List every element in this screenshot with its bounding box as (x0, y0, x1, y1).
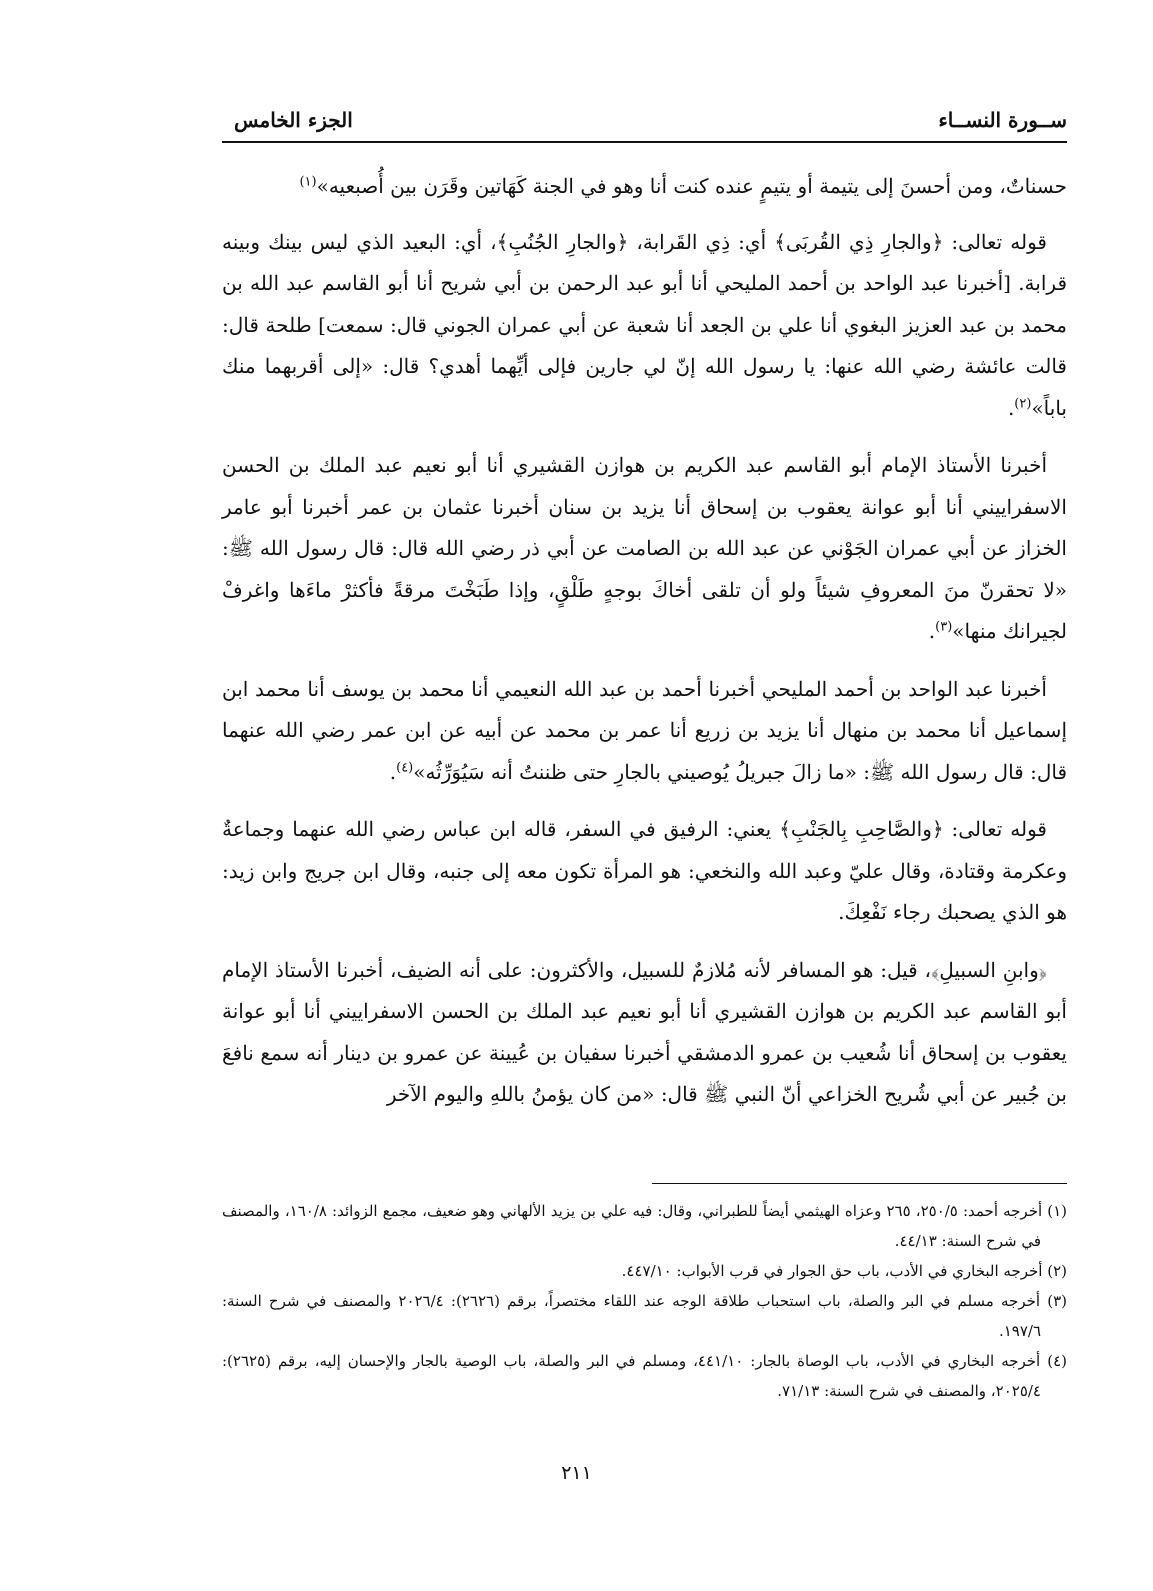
page-number: ٢١١ (561, 1462, 592, 1484)
footnote-marker-2: (٢) (1014, 395, 1032, 411)
footnote-rule (652, 1183, 1067, 1184)
footnote-2: (٢) أخرجه البخاري في الأدب، باب حق الجوار في قرب الأبواب: ٤٤٧/١٠. (621, 1262, 1067, 1280)
paragraph-1: حسناتٌ، ومن أحسنَ إلى يتيمة أو يتيمٍ عنده كنت أنا وهو في الجنة كَهَاتين وقَرَن بين أُصبعيه»$^{(١)}$ (299, 174, 1067, 198)
paragraph-4: أخبرنا عبد الواحد بن أحمد المليحي أخبرنا أحمد بن عبد الله النعيمي أنا محمد بن يوسف أنا محمد ابن إسماعيل أنا محمد بن منهال أنا يزيد بن زريع أنا عمر بن محمد عن أبيه عن ابن عمر رضي الله عنهما قال: قال رسول الله ﷺ: «ما زالَ جبريلُ يُوصيني بالجارِ حتى ظننتُ أنه سَيُوَرِّثُه»$^{(٤)}$. (222, 676, 1067, 784)
paragraph-5: قوله تعالى: ﴿والصَّاحِبِ بِالجَنْبِ﴾ يعني: الرفيق في السفر، قاله ابن عباس رضي الله عنهما وجماعةٌ وعكرمة وقتادة، وقال عليّ وعبد الله والنخعي: هو المرأة تكون معه إلى جنبه، وقال ابن جريج وابن زيد: هو الذي يصحبك رجاء نَفْعِكَ. (222, 817, 1067, 924)
paragraph-2: قوله تعالى: ﴿والجارِ ذِي القُربَى﴾ أي: ذِي القَرابة، ﴿والجارِ الجُنُبِ﴾، أي: البعيد الذي ليس بينك وبينه قرابة. [أخبرنا عبد الواحد بن أحمد المليحي أنا أبو عبد الرحمن بن أبي شريح أنا أبو القاسم عبد الله بن محمد بن عبد العزيز البغوي أنا علي بن الجعد أنا شعبة عن أبي عمران الجوني قال: سمعت] طلحة قال: قالت عائشة رضي الله عنها: يا رسول الله إنّ لي جارين فإلى أيِّهما أهدي؟ قال: «إلى أقربهما منك باباً»$^{(٢)}$. (222, 229, 1067, 420)
main-text (222, 166, 1067, 1132)
footnote-1: (١) أخرجه أحمد: ٢٥٠/٥، ٢٦٥ وعزاه الهيثمي أيضاً للطبراني، وقال: فيه علي بن يزيد الألهاني وهو ضعيف، مجمع الزوائد: ١٦٠/٨، والمصنف في شرح السنة: ٤٤/١٣. (222, 1202, 1068, 1250)
running-header (222, 104, 1067, 140)
footnote-marker-1: (١) (299, 174, 317, 190)
paragraph-3: أخبرنا الأستاذ الإمام أبو القاسم عبد الكريم بن هوازن القشيري أنا أبو نعيم عبد الملك بن الحسن الاسفراييني أنا أبو عوانة يعقوب بن إسحاق أنا يزيد بن سنان أخبرنا عثمان بن عمر أخبرنا أبو عامر الخزاز عن أبي عمران الجَوْني عن عبد الله بن الصامت عن أبي ذر رضي الله قال: قال رسول الله ﷺ: «لا تحقرنّ منَ المعروفِ شيئاً ولو أن تلقى أخاكَ بوجهٍ طَلْقٍ، وإذا طَبَخْتَ مرقةً فأكثرْ ماءَها واغرفْ لجيرانك منها»$^{(٣)}$. (222, 453, 1067, 643)
footnote-marker-3: (٣) (935, 619, 953, 635)
footnote-marker-4: (٤) (396, 759, 414, 775)
footnote-4: (٤) أخرجه البخاري في الأدب، باب الوصاة بالجار: ٤٤١/١٠، ومسلم في البر والصلة، باب الوصية بالجار والإحسان إليه، برقم (٢٦٢٥): ٢٠٢٥/٤، والمصنف في شرح السنة: ٧١/١٣. (222, 1352, 1067, 1400)
surah-title: ســورة النســاء (938, 108, 1067, 132)
paragraph-6: ﴿وابنِ السبيلِ﴾، قيل: هو المسافر لأنه مُلازمٌ للسبيل، والأكثرون: على أنه الضيف، أخبرنا الأستاذ الإمام أبو القاسم عبد الكريم بن هوازن القشيري أنا أبو نعيم عبد الملك بن الحسن الاسفراييني أنا أبو عوانة يعقوب بن إسحاق أنا شُعيب بن عمرو الدمشقي أخبرنا سفيان بن عُيينة عن عمرو بن دينار أنه سمع نافعَ بن جُبير عن أبي شُريح الخزاعي أنّ النبي ﷺ قال: «من كان يؤمنُ باللهِ واليوم الآخر (222, 957, 1067, 1106)
footnotes (222, 1196, 1067, 1406)
juz-title: الجزء الخامس (234, 108, 353, 132)
footnote-3: (٣) أخرجه مسلم في البر والصلة، باب استحباب طلاقة الوجه عند اللقاء مختصراً، برقم (٢٦٢٦): ٢٠٢٦/٤ والمصنف في شرح السنة: ١٩٧/٦. (222, 1292, 1067, 1340)
header-rule (222, 141, 1067, 143)
